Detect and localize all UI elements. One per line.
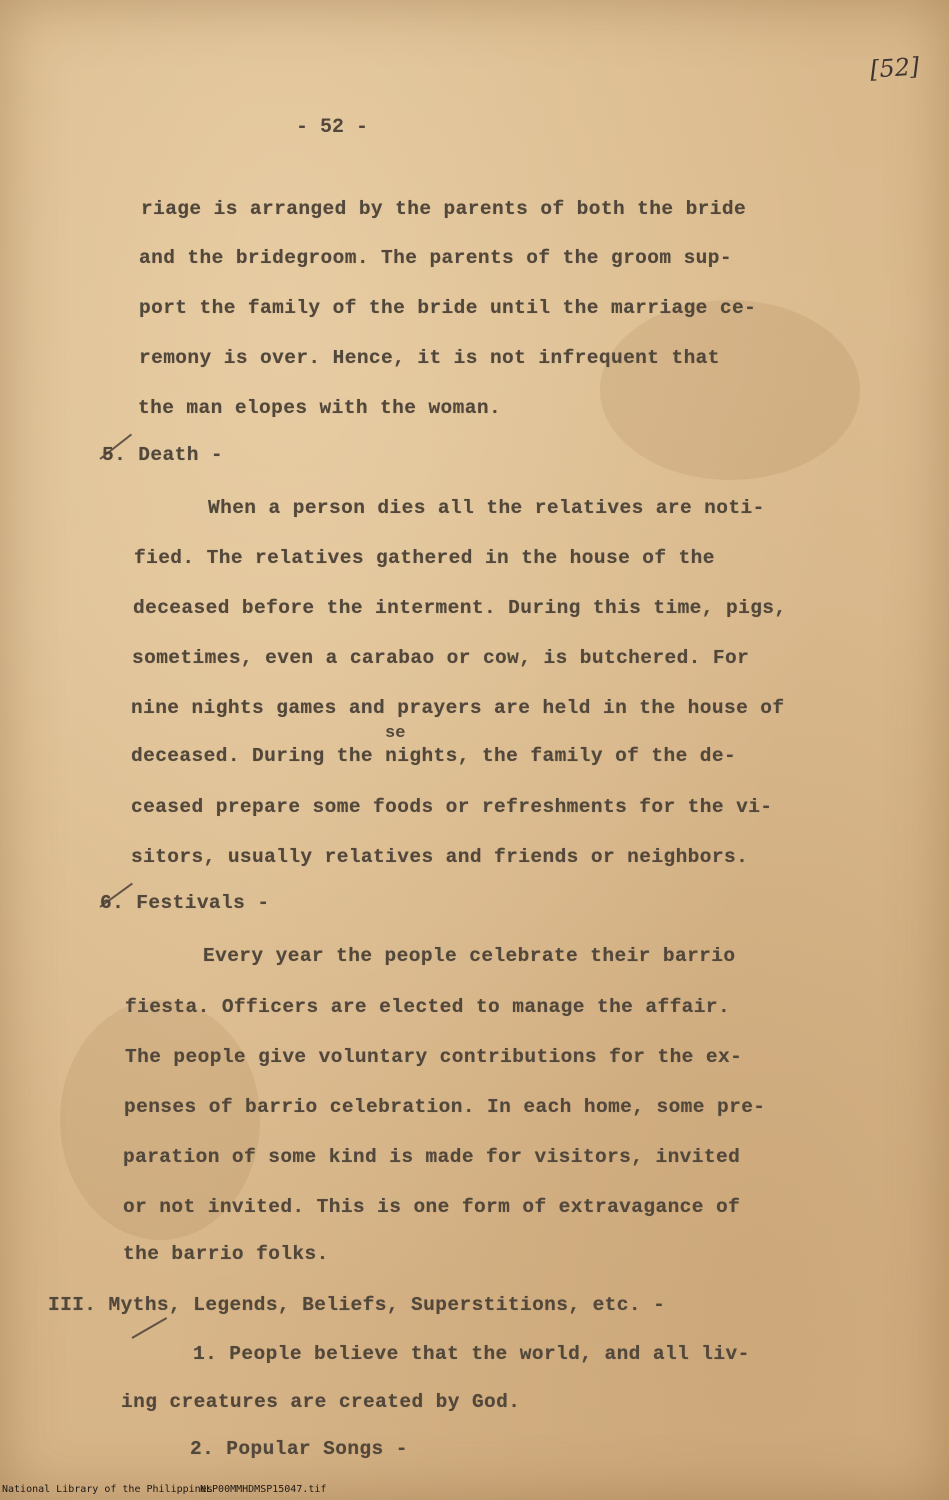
text-line: ceased prepare some foods or refreshments for the vi- — [131, 796, 773, 818]
text-line: paration of some kind is made for visitors, invited — [123, 1146, 741, 1168]
text-line: the barrio folks. — [123, 1243, 329, 1265]
text-line: ing creatures are created by God. — [121, 1391, 521, 1413]
text-line: or not invited. This is one form of extravagance of — [123, 1196, 741, 1218]
text-line: riage is arranged by the parents of both the bride — [141, 198, 747, 220]
text-line: nine nights games and prayers are held in the house of — [131, 697, 785, 719]
paper-stain — [600, 300, 860, 480]
text-line: Every year the people celebrate their barrio — [203, 945, 736, 967]
section-heading-festivals: 6. Festivals - — [100, 892, 270, 914]
text-line: deceased. During the nights, the family of the de- — [131, 745, 737, 767]
text-line: When a person dies all the relatives are noti- — [208, 497, 765, 519]
text-line: the man elopes with the woman. — [138, 397, 502, 419]
check-mark — [132, 1317, 168, 1339]
text-line: remony is over. Hence, it is not infrequent that — [139, 347, 720, 369]
text-line: 2. Popular Songs - — [190, 1438, 408, 1460]
section-heading-death: 5. Death - — [102, 444, 224, 466]
handwritten-page-number: [52] — [869, 52, 921, 84]
footer-filename: NLP00MMHDMSP15047.tif — [200, 1484, 327, 1495]
text-line: and the bridegroom. The parents of the groom sup- — [139, 247, 732, 269]
text-line: deceased before the interment. During this time, pigs, — [133, 597, 787, 619]
text-line: sitors, usually relatives and friends or neighbors. — [131, 846, 749, 868]
text-line: fiesta. Officers are elected to manage the affair. — [125, 996, 731, 1018]
text-line: fied. The relatives gathered in the house of the — [134, 547, 715, 569]
text-line: port the family of the bride until the marriage ce- — [139, 297, 757, 319]
section-heading-myths: III. Myths, Legends, Beliefs, Superstitions, etc. - — [48, 1294, 666, 1316]
text-line: sometimes, even a carabao or cow, is butchered. For — [132, 647, 750, 669]
page-number: - 52 - — [296, 116, 369, 139]
text-line: penses of barrio celebration. In each home, some pre- — [124, 1096, 766, 1118]
footer-source: National Library of the Philippines — [2, 1484, 213, 1495]
handwritten-insert-mark: se — [385, 724, 406, 743]
text-line: 1. People believe that the world, and all liv- — [193, 1343, 750, 1365]
text-line: The people give voluntary contributions for the ex- — [125, 1046, 743, 1068]
